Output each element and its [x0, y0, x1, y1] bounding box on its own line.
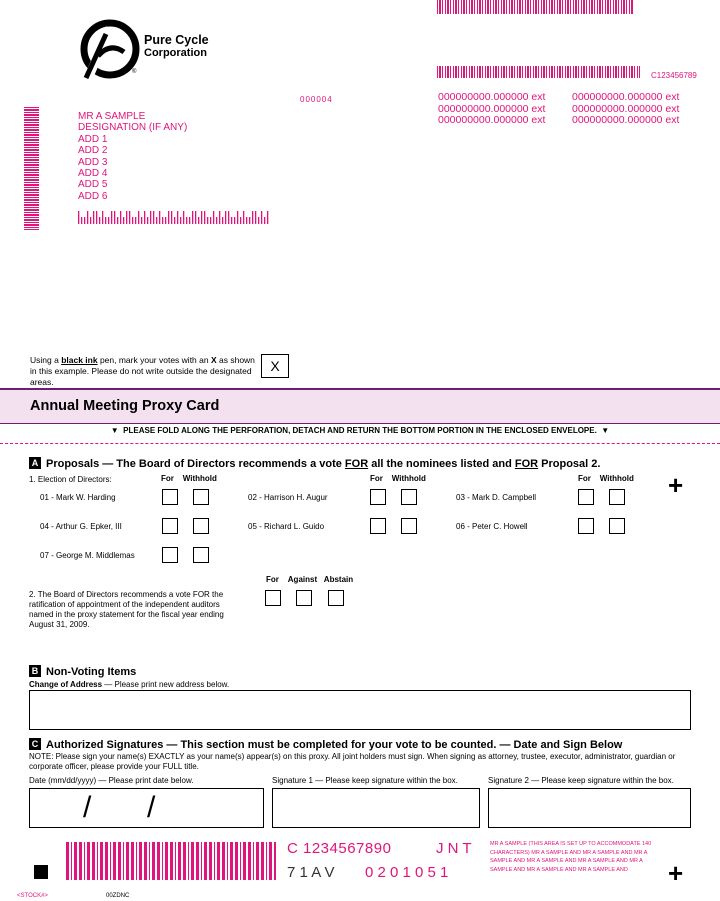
postal-bar [159, 211, 160, 224]
company-name-line1: Pure Cycle [144, 33, 209, 47]
postal-bar [216, 217, 217, 224]
ext-value: 000000000.000000 ext [572, 102, 680, 115]
postal-bar [246, 217, 247, 224]
postal-bar [144, 211, 145, 224]
postal-bar [99, 217, 100, 224]
nominee-label: 02 - Harrison H. Augur [248, 493, 328, 502]
postal-bar [204, 211, 205, 224]
postal-bar [261, 211, 262, 224]
postal-bar [219, 211, 220, 224]
trademark: ® [132, 69, 137, 75]
address-line: ADD 4 [78, 168, 108, 180]
nominee-02-for-checkbox[interactable] [370, 489, 386, 505]
signature-1-label: Signature 1 — Please keep signature within the box. [272, 776, 458, 785]
nominee-07-withhold-checkbox[interactable] [193, 547, 209, 563]
control-code: C123456789 [651, 71, 697, 80]
ext-value: 000000000.000000 ext [438, 91, 546, 103]
address-line: MR A SAMPLE [78, 111, 146, 122]
footer-sample-text: MR A SAMPLE (THIS AREA IS SET UP TO ACCOMMODATE 140 CHARACTERS) MR A SAMPLE AND MR A SAMPLE AND MR A SAMPLE AND MR A SAMPLE AND MR A SAMPLE AND MR A SAMPLE AND MR A SAMPLE AND MR A SAMPLE AND [490, 841, 652, 873]
date-label: Date (mm/dd/yyyy) — Please print date below. [29, 776, 194, 785]
postal-bar [117, 217, 118, 224]
nominee-01-withhold-checkbox[interactable] [193, 489, 209, 505]
address-line: ADD 5 [78, 179, 108, 191]
ext-column-2 [572, 92, 679, 127]
footer-barcode [66, 842, 276, 880]
address-line: ADD 1 [78, 133, 108, 145]
postal-bar [87, 211, 88, 224]
postal-bar [84, 217, 85, 224]
postal-bar [213, 211, 214, 224]
postal-bar [240, 217, 241, 224]
nominee-label: 03 - Mark D. Campbell [456, 493, 537, 502]
nominee-04-withhold-checkbox[interactable] [193, 518, 209, 534]
postal-bar [138, 211, 139, 224]
perforation-line [0, 443, 720, 444]
postal-bar [186, 217, 187, 224]
down-arrow-icon: ▼ [601, 426, 610, 435]
postal-bar [135, 217, 136, 224]
date-field[interactable] [29, 788, 264, 828]
postal-bar [105, 217, 106, 224]
postal-bar [171, 211, 172, 224]
nominee-label: 05 - Richard L. Guido [248, 522, 325, 531]
postal-bar [168, 211, 169, 224]
section-b-header: B Non-Voting Items [29, 665, 136, 678]
postal-bar [249, 217, 250, 224]
p2-col-against: Against [287, 575, 318, 584]
address-line: ADD 2 [78, 145, 108, 157]
footer-jnt: J N T [436, 840, 472, 857]
nominee-06-for-checkbox[interactable] [578, 518, 594, 534]
registration-square [34, 865, 48, 879]
card-title-band [0, 388, 720, 424]
postal-bar [114, 211, 115, 224]
postal-bar [102, 211, 103, 224]
company-name-line2: Corporation [144, 47, 207, 59]
postal-bar [180, 217, 181, 224]
registration-plus-icon: + [668, 470, 684, 500]
change-of-address-label: Change of Address — Please print new address below. [29, 680, 230, 689]
ext-value: 000000000.000000 ext [438, 102, 546, 115]
footer-line2a: 7 1 A V [287, 864, 335, 881]
stock-number: <STOCK#> [17, 893, 48, 899]
section-a-header: A Proposals — The Board of Directors recommends a vote FOR all the nominees listed and FOR Proposal 2. [29, 457, 600, 470]
postal-bar [108, 217, 109, 224]
p2-col-abstain: Abstain [323, 575, 354, 584]
nominee-label: 07 - George M. Middlemas [40, 551, 135, 560]
col-withhold: Withhold [182, 474, 217, 483]
postal-bar [231, 217, 232, 224]
nominee-label: 06 - Peter C. Howell [456, 522, 528, 531]
postal-bar [225, 211, 226, 224]
address-line: ADD 6 [78, 190, 108, 202]
nominee-label: 01 - Mark W. Harding [40, 493, 116, 502]
postal-bar [111, 211, 112, 224]
nominee-02-withhold-checkbox[interactable] [401, 489, 417, 505]
postal-bar [81, 217, 82, 224]
postal-bar [198, 217, 199, 224]
postal-barcode [78, 211, 270, 224]
nominee-06-withhold-checkbox[interactable] [609, 518, 625, 534]
postal-bar [210, 217, 211, 224]
postal-bar [195, 211, 196, 224]
postal-bar [255, 211, 256, 224]
col-for: For [370, 474, 383, 483]
postal-bar [123, 217, 124, 224]
postal-bar [156, 217, 157, 224]
postal-bar [147, 217, 148, 224]
proposal-2-for-checkbox[interactable] [265, 590, 281, 606]
postal-bar [234, 217, 235, 224]
postal-bar [222, 217, 223, 224]
signature-2-field[interactable] [488, 788, 691, 828]
marking-instructions: Using a black ink pen, mark your votes with an X as shown in this example. Please do not write outside the designated areas. [30, 355, 255, 387]
postal-bar [165, 217, 166, 224]
proposal-2-against-checkbox[interactable] [296, 590, 312, 606]
down-arrow-icon: ▼ [110, 426, 119, 435]
address-line: DESIGNATION (IF ANY) [78, 122, 188, 134]
control-barcode [437, 66, 640, 78]
address-line: ADD 3 [78, 156, 108, 168]
election-label: 1. Election of Directors: [29, 475, 112, 484]
postal-bar [153, 211, 154, 224]
postal-bar [132, 217, 133, 224]
postal-bar [228, 211, 229, 224]
col-for: For [578, 474, 591, 483]
date-separator: / [83, 791, 92, 824]
postal-bar [243, 211, 244, 224]
col-for: For [161, 474, 174, 483]
registration-plus-icon: + [668, 858, 684, 888]
postal-bar [174, 217, 175, 224]
postal-bar [162, 217, 163, 224]
nominee-05-withhold-checkbox[interactable] [401, 518, 417, 534]
postal-bar [267, 211, 268, 224]
nominee-03-for-checkbox[interactable] [578, 489, 594, 505]
postal-bar [258, 217, 259, 224]
postal-bar [90, 217, 91, 224]
postal-bar [126, 211, 127, 224]
postal-bar [252, 211, 253, 224]
nominee-05-for-checkbox[interactable] [370, 518, 386, 534]
sequence-number: 000004 [300, 95, 333, 104]
example-mark-box [261, 354, 289, 378]
change-of-address-field[interactable] [29, 690, 691, 730]
postal-bar [96, 211, 97, 224]
postal-bar [192, 211, 193, 224]
postal-bar [129, 211, 130, 224]
card-title: Annual Meeting Proxy Card [30, 398, 220, 414]
section-c-header: C Authorized Signatures — This section must be completed for your vote to be counted. — Date and Sign Below [29, 738, 622, 751]
nominee-01-for-checkbox[interactable] [162, 489, 178, 505]
mailing-address [78, 111, 187, 202]
postal-bar [264, 217, 265, 224]
signature-2-label: Signature 2 — Please keep signature within the box. [488, 776, 674, 785]
postal-bar [150, 211, 151, 224]
postal-bar [93, 211, 94, 224]
fold-instruction: ▼ PLEASE FOLD ALONG THE PERFORATION, DETACH AND RETURN THE BOTTOM PORTION IN THE ENCLOSED ENVELOPE. ▼ [110, 426, 610, 435]
postal-bar [78, 211, 79, 224]
postal-bar [183, 211, 184, 224]
footer-line2b: 0 2 0 1 0 5 1 [365, 864, 449, 881]
col-withhold: Withhold [391, 474, 426, 483]
postal-bar [207, 217, 208, 224]
side-barcode [24, 107, 39, 230]
proposal-2-abstain-checkbox[interactable] [328, 590, 344, 606]
nominee-label: 04 - Arthur G. Epker, III [40, 522, 122, 531]
signature-note: NOTE: Please sign your name(s) EXACTLY as your name(s) appear(s) on this proxy. All joint holders must sign. When signing as attorney, trustee, executor, administrator, guardian or corporate officer, please provide your FULL title. [29, 752, 676, 771]
proposal-2-text: 2. The Board of Directors recommends a vote FOR the ratification of appointment of the independent auditors named in the proxy statement for the fiscal year ending August 31, 2009. [29, 590, 224, 629]
ext-value: 000000000.000000 ext [438, 114, 546, 126]
p2-col-for: For [266, 575, 279, 584]
nominee-07-for-checkbox[interactable] [162, 547, 178, 563]
footer-control-code: C 1234567890 [287, 840, 392, 857]
example-x-mark: X [270, 358, 280, 374]
date-separator: / [147, 791, 156, 824]
ext-value: 000000000.000000 ext [572, 114, 680, 126]
signature-1-field[interactable] [272, 788, 480, 828]
postal-bar [120, 211, 121, 224]
ext-value: 000000000.000000 ext [572, 91, 680, 103]
col-withhold: Withhold [599, 474, 634, 483]
footer-code2: 00ZDNC [106, 893, 130, 899]
nominee-04-for-checkbox[interactable] [162, 518, 178, 534]
postal-bar [177, 211, 178, 224]
nominee-03-withhold-checkbox[interactable] [609, 489, 625, 505]
postal-bar [141, 217, 142, 224]
top-barcode [437, 0, 634, 14]
ext-column-1 [438, 92, 545, 127]
postal-bar [237, 211, 238, 224]
postal-bar [201, 211, 202, 224]
postal-bar [189, 217, 190, 224]
